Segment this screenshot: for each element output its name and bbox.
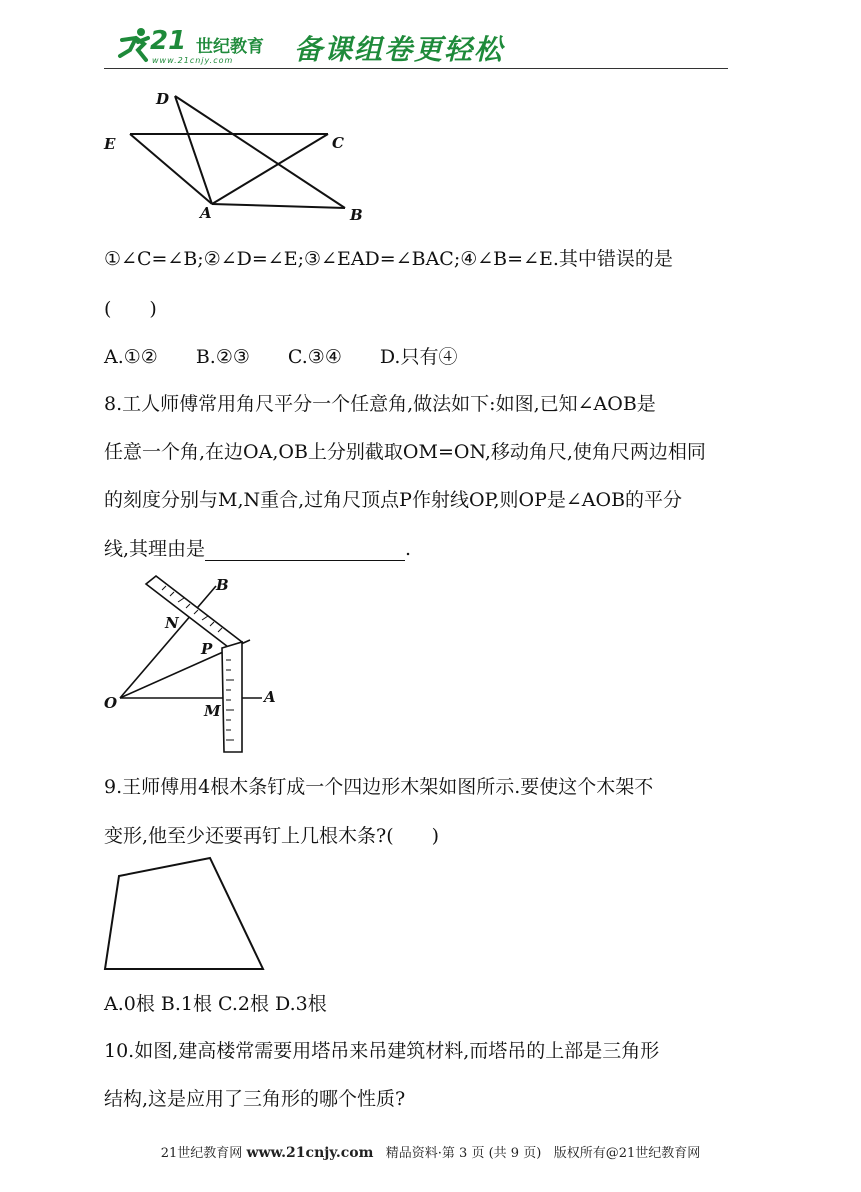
segment-db: [175, 96, 345, 208]
q9-options: A.0根 B.1根 C.2根 D.3根: [104, 993, 327, 1015]
q9-line-2: 变形,他至少还要再钉上几根木条?( ): [104, 825, 440, 847]
figure-angle-ruler: [100, 572, 280, 757]
q7-answer-paren: ( ): [104, 298, 157, 320]
q8-line-4-suffix: .: [405, 538, 412, 560]
footer-page-info: 精品资料·第 3 页 (共 9 页): [385, 1146, 542, 1161]
q9-line-1: 9.王师傅用4根木条钉成一个四边形木架如图所示.要使这个木架不: [104, 776, 654, 798]
figure-quadrilateral: [100, 852, 270, 974]
logo-number: 21: [150, 26, 187, 56]
q8-line-4: [104, 534, 411, 561]
footer-copyright: 版权所有@21世纪教育网: [553, 1146, 701, 1161]
figure-triangles: [100, 86, 370, 226]
label-a: A: [200, 204, 212, 222]
label-p: P: [201, 640, 213, 658]
label-d: D: [156, 90, 170, 108]
label-b: B: [216, 576, 229, 594]
quadrilateral-frame: [105, 858, 263, 969]
q8-line-1: 8.工人师傅常用角尺平分一个任意角,做法如下:如图,已知∠AOB是: [104, 393, 656, 415]
q10-line-2: 结构,这是应用了三角形的哪个性质?: [104, 1088, 406, 1110]
q10-line-1: 10.如图,建高楼常需要用塔吊来吊建筑材料,而塔吊的上部是三角形: [104, 1040, 660, 1062]
label-a: A: [264, 688, 276, 706]
footer-site-link[interactable]: www.21cnjy.com: [246, 1145, 374, 1161]
label-e: E: [104, 135, 116, 153]
header-slogan: 备课组卷更轻松: [294, 33, 505, 66]
label-c: C: [332, 134, 344, 152]
q7-options: A.①② B.②③ C.③④ D.只有④: [104, 346, 458, 368]
segment-ca: [212, 134, 328, 204]
ruler-arm-vertical: [222, 642, 242, 752]
page-footer: [0, 1142, 861, 1161]
q8-line-2: 任意一个角,在边OA,OB上分别截取OM=ON,移动角尺,使角尺两边相同: [104, 441, 706, 463]
q8-line-3: 的刻度分别与M,N重合,过角尺顶点P作射线OP,则OP是∠AOB的平分: [104, 489, 683, 511]
label-m: M: [204, 702, 221, 720]
label-n: N: [165, 614, 179, 632]
logo-text: 世纪教育: [196, 37, 264, 57]
footer-left: 21世纪教育网: [160, 1146, 243, 1161]
q8-line-4-prefix: 线,其理由是: [104, 538, 206, 560]
runner-logo-icon: [114, 26, 154, 64]
q7-statements: ①∠C=∠B;②∠D=∠E;③∠EAD=∠BAC;④∠B=∠E.其中错误的是: [104, 248, 673, 270]
label-o: O: [104, 694, 118, 712]
page-header: [104, 24, 728, 70]
answer-blank: [205, 542, 405, 561]
segment-ab: [212, 204, 345, 208]
logo-url: www.21cnjy.com: [152, 56, 234, 65]
header-divider: [104, 68, 728, 69]
label-b: B: [350, 206, 363, 224]
